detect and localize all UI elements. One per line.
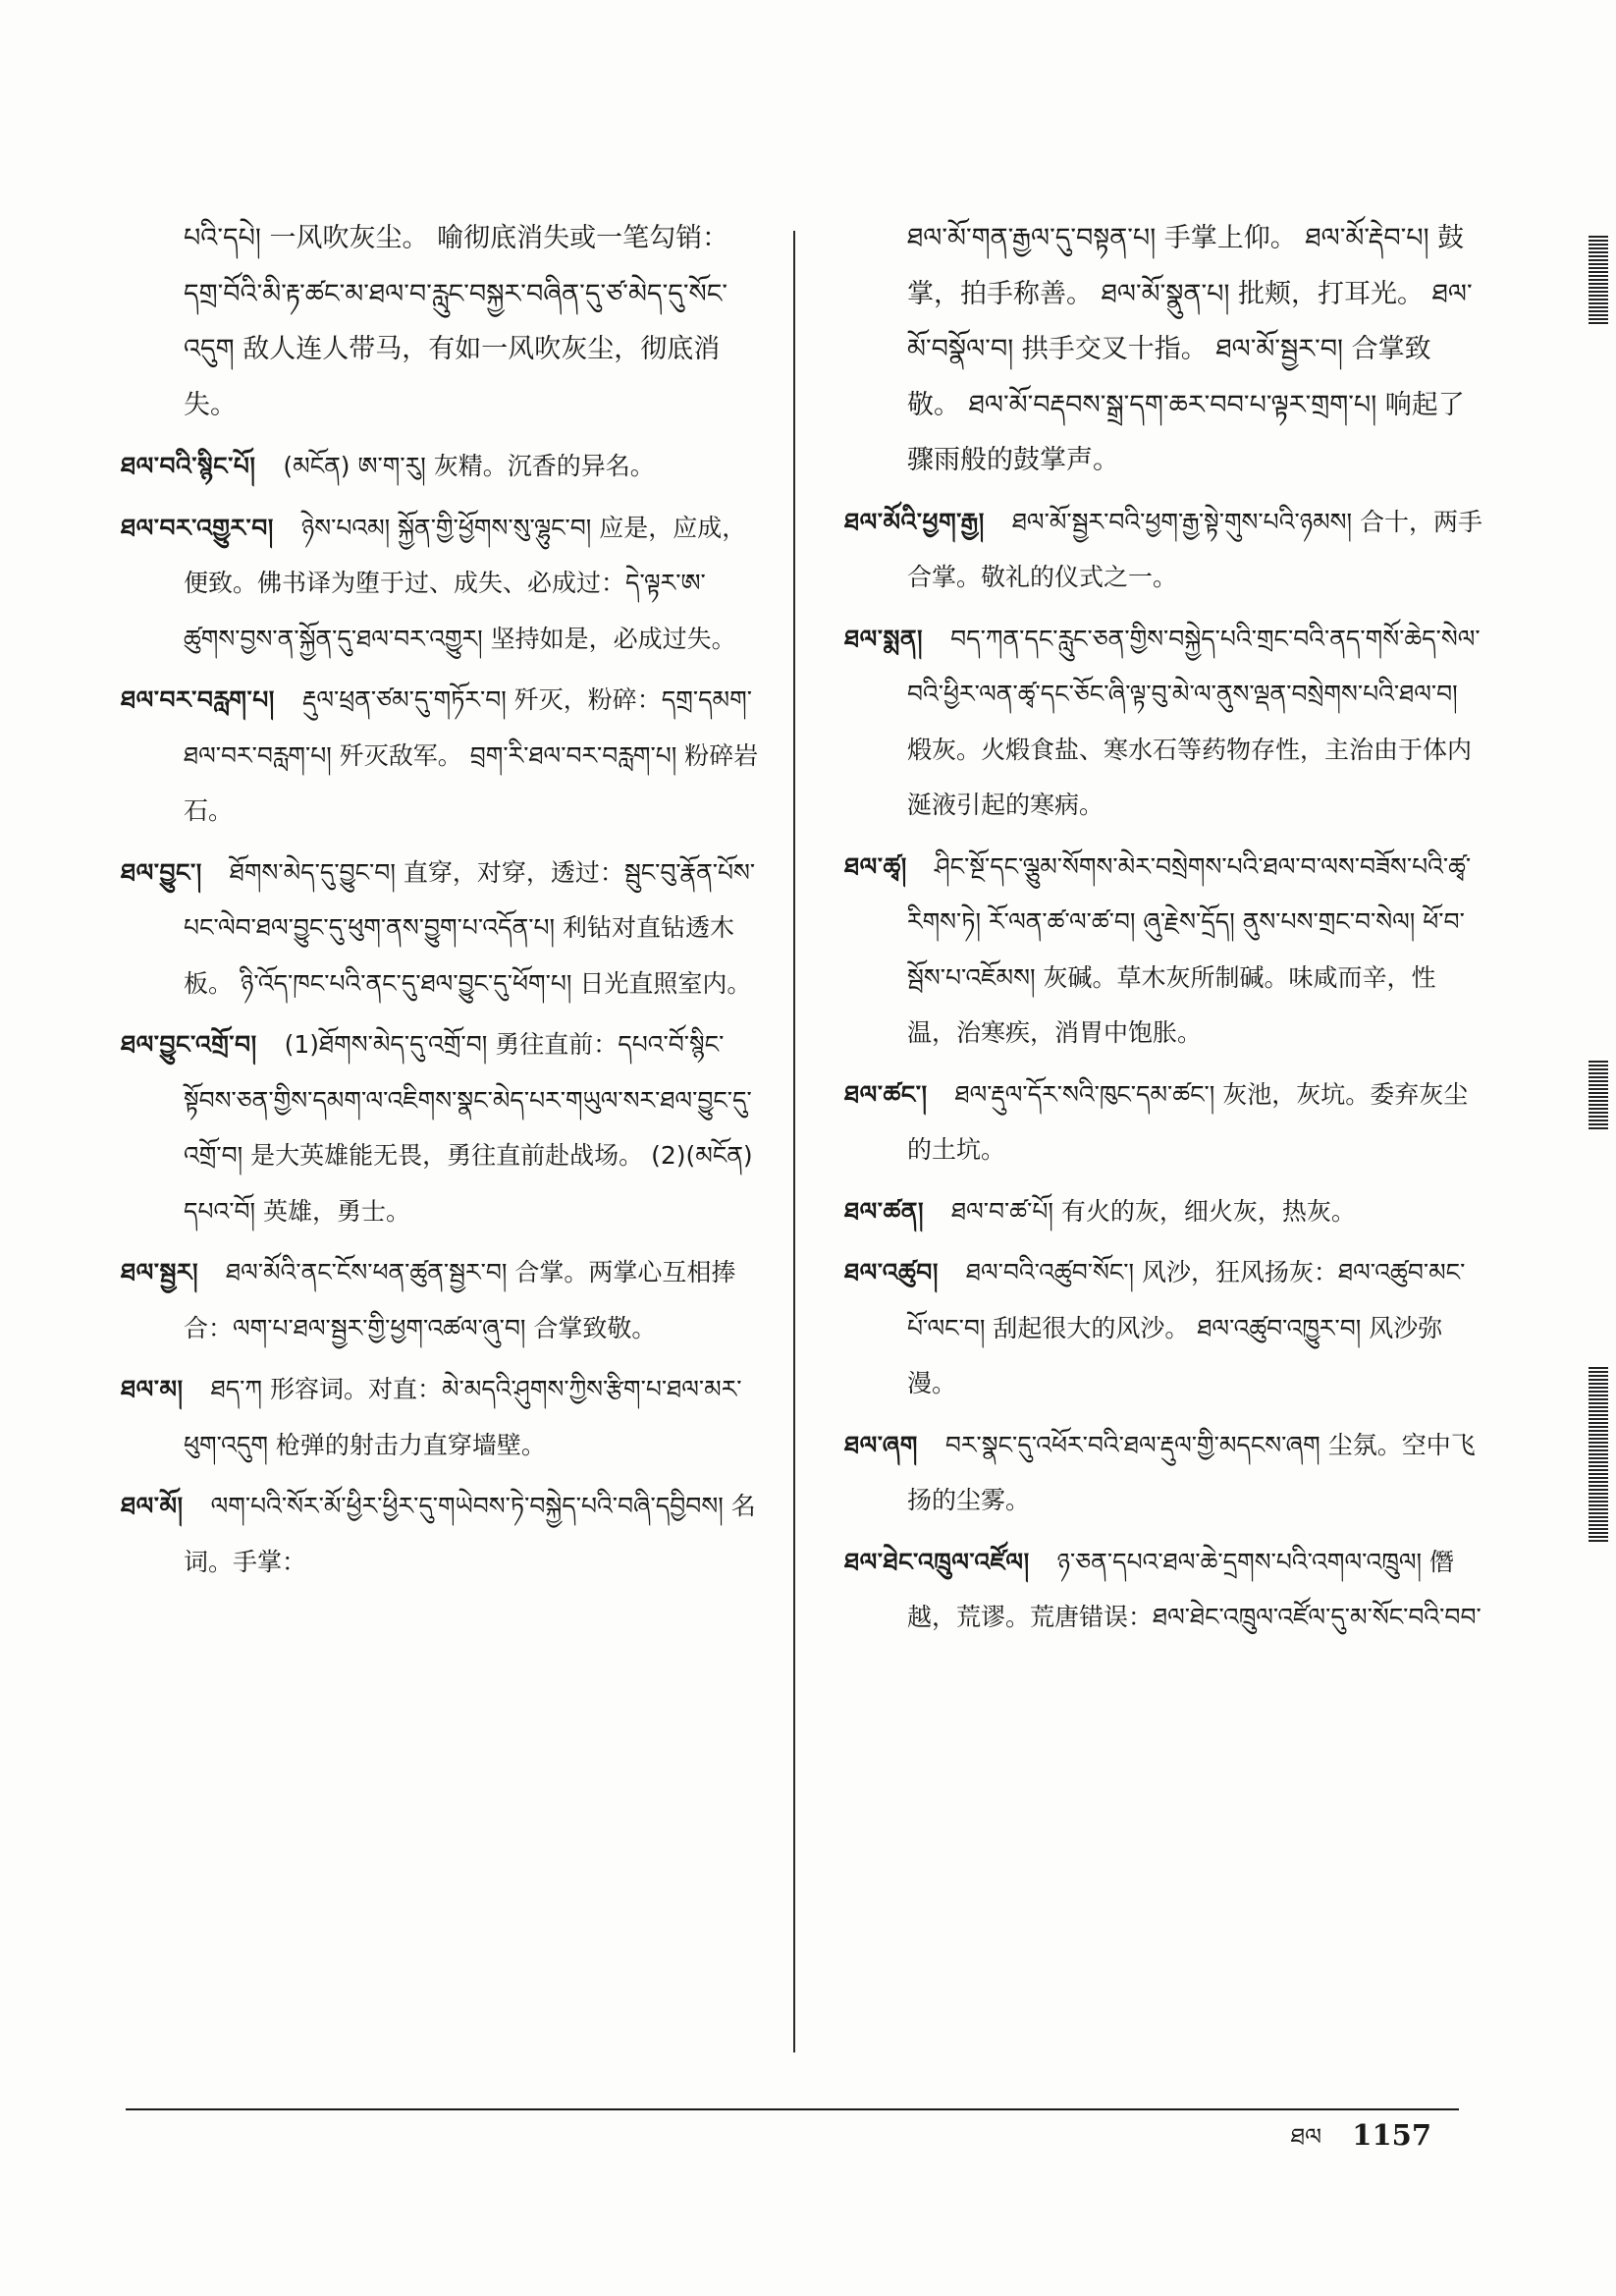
dictionary-entry bbox=[844, 1067, 1482, 1178]
dictionary-entry bbox=[844, 1245, 1482, 1412]
dictionary-entry bbox=[121, 501, 759, 668]
entry-text: པའི་དཔེ། 一风吹灰尘。 喻彻底消失或一笔勾销：དགྲ་བོའི་མི་རྟ་ཚང་མ་ཐལ་བ་རླུང་བསྐྱར་བཞིན་དུ་ཙ་མེད་དུ་སོང་འདུག 敌人连人带马，有如一风吹灰尘，彻底消失。 bbox=[184, 223, 729, 420]
entry-definition: ཐལ་མོ་སྦྱར་བའི་ཕྱག་རྒྱ་སྟེ་གུས་པའི་ཉམས། 合十，两手合掌。敬礼的仪式之一。 bbox=[907, 507, 1483, 591]
dictionary-entry bbox=[121, 1245, 759, 1356]
right-column bbox=[844, 211, 1482, 1652]
page-footer bbox=[1291, 2111, 1431, 2177]
dictionary-entry bbox=[844, 1184, 1482, 1240]
entry-headword: ཐལ་བྱུང་། bbox=[121, 857, 202, 887]
dictionary-entry bbox=[844, 1418, 1482, 1529]
entry-headword: ཐལ་མོ། bbox=[121, 1492, 184, 1520]
entry-headword: ཐལ་སྦྱར། bbox=[121, 1258, 199, 1286]
entry-headword: ཐལ་འཚུབ། bbox=[844, 1258, 939, 1286]
entry-definition: ཐལ་བ་ཚ་པོ། 有火的灰，细火灰，热灰。 bbox=[951, 1196, 1356, 1226]
page-edge-marks bbox=[1587, 59, 1616, 2249]
running-header-word: ཐལ bbox=[1290, 2123, 1322, 2151]
entry-headword: ཐལ་བའི་སྙིང་པོ། bbox=[121, 452, 256, 480]
entry-definition: (1)ཐོགས་མེད་དུ་འགྲོ་བ། 勇往直前：དཔའ་བོ་སྙིང་སྟོབས་ཅན་གྱིས་དམག་ལ་འཇིགས་སྣང་མེད་པར་གཡུལ་སར་ཐལ་བྱུང་དུ་འགྲོ་བ། 是大英雄能无畏，勇往直前赴战场。 (2)(མངོན) དཔའ་བོ། 英雄，勇士。 bbox=[184, 1030, 753, 1226]
dictionary-entry bbox=[121, 1362, 759, 1473]
footer-rule bbox=[126, 2108, 1459, 2110]
dictionary-entry bbox=[121, 673, 759, 840]
entry-continuation bbox=[121, 211, 759, 433]
entry-definition: རྡུལ་ཕྲན་ཙམ་དུ་གཏོར་བ། 歼灭，粉碎：དགྲ་དམག་ཐལ་བར་བརླག་པ། 歼灭敌军。 བྲག་རི་ཐལ་བར་བརླག་པ། 粉碎岩石。 bbox=[184, 685, 759, 825]
entry-definition: ཤིང་སྔོ་དང་ལྕུམ་སོགས་མེར་བསྲེགས་པའི་ཐལ་བ་ལས་བཟོས་པའི་ཚྭ་རིགས་ཏེ། རོ་ལན་ཚ་ལ་ཚ་བ། ཞུ་རྗེས་དྲོད། ནུས་པས་གྲང་བ་སེལ། ཕོ་བ་སྦོས་པ་འཇོམས། 灰碱。草木灰所制碱。味咸而辛，性温，治寒疾，消胃中饱胀。 bbox=[907, 851, 1472, 1047]
entry-definition: བད་ཀན་དང་རླུང་ཅན་གྱིས་བསྐྱེད་པའི་གྲང་བའི་ནད་གསོ་ཆེད་སེལ་བའི་ཕྱིར་ལན་ཚྭ་དང་ཅོང་ཞི་ལྟ་བུ་མེ་ལ་ནུས་ལྡན་བསྲེགས་པའི་ཐལ་བ། 煅灰。火煅食盐、寒水石等药物存性，主治由于体内涎液引起的寒病。 bbox=[907, 624, 1481, 819]
dictionary-entry bbox=[121, 846, 759, 1012]
dictionary-entry bbox=[844, 1535, 1482, 1646]
dictionary-entry bbox=[844, 495, 1482, 606]
entry-definition: (མངོན) ཨ་ག་རུ། 灰精。沉香的异名。 bbox=[283, 452, 655, 480]
entry-definition: ཐོགས་མེད་དུ་བྱུང་བ། 直穿，对穿，透过：སྦུང་བུ་རྣོན་པོས་པང་ལེབ་ཐལ་བྱུང་དུ་ཕུག་ནས་བྱུག་པ་འདོན་པ། 利钻对直钻透木板。 ཉི་འོད་ཁང་པའི་ནང་དུ་ཐལ་བྱུང་དུ་ཕོག་པ། 日光直照室内。 bbox=[184, 857, 756, 998]
entry-headword: ཐལ་ཚང་། bbox=[844, 1079, 928, 1109]
entry-headword: ཐལ་ཞག bbox=[844, 1430, 918, 1459]
entry-definition: ཐལ་བའི་འཚུབ་སོང་། 风沙，狂风扬灰：ཐལ་འཚུབ་མང་པོ་ལང་བ། 刮起很大的风沙。 ཐལ་འཚུབ་འཁྱུར་བ། 风沙弥漫。 bbox=[907, 1258, 1466, 1397]
dictionary-entry bbox=[121, 439, 759, 495]
entry-headword: ཐལ་ཚྭ། bbox=[844, 851, 907, 881]
dictionary-entry bbox=[121, 1017, 759, 1239]
entry-headword: ཐལ་མོའི་ཕྱག་རྒྱ། bbox=[844, 507, 985, 536]
dictionary-entry bbox=[844, 612, 1482, 834]
entry-definition: ལག་པའི་སོར་མོ་ཕྱིར་ཕྱིར་དུ་གཡེབས་ཏེ་བསྐྱེད་པའི་བཞི་དབྱིབས། 名词。手掌： bbox=[184, 1492, 756, 1576]
entry-continuation bbox=[844, 211, 1482, 489]
entry-definition: ཐལ་རྡུལ་དོར་སའི་ཁུང་དམ་ཚང་། 灰池，灰坑。委弃灰尘的土坑。 bbox=[907, 1079, 1469, 1164]
entry-headword: ཐལ་བར་འགྱུར་བ། bbox=[121, 513, 274, 542]
entry-text: ཐལ་མོ་གན་རྒྱལ་དུ་བསྟན་པ། 手掌上仰。 ཐལ་མོ་རྡེབ་པ། 鼓掌，拍手称善。 ཐལ་མོ་སྣུན་པ། 批颊，打耳光。 ཐལ་མོ་བསྣོལ་བ། 拱手交叉十指。 ཐལ་མོ་སྦྱར་བ། 合掌致敬。 ཐལ་མོ་བརྡབས་སྒྲ་དག་ཆར་བབ་པ་ལྟར་གྲག་པ། 响起了骤雨般的鼓掌声。 bbox=[907, 223, 1473, 475]
entry-headword: ཐལ་ཚན། bbox=[844, 1196, 925, 1226]
entry-headword: ཐལ་སྨན། bbox=[844, 624, 924, 653]
dictionary-entry bbox=[844, 840, 1482, 1062]
page-number: 1157 bbox=[1352, 2118, 1431, 2152]
entry-definition: ཐད་ཀ 形容词。对直：མེ་མདའི་ཤུགས་ཀྱིས་རྩིག་པ་ཐལ་མར་ཕུག་འདུག 枪弹的射击力直穿墙壁。 bbox=[184, 1375, 742, 1459]
column-divider bbox=[793, 231, 795, 2052]
entry-definition: ཉ་ཅན་དཔའ་ཐལ་ཆེ་དྲགས་པའི་འགལ་འཁྲུལ། 僭越，荒谬。荒唐错误：ཐལ་ཐེང་འཁྲུལ་འཛོལ་དུ་མ་སོང་བའི་བབ་ bbox=[907, 1547, 1481, 1631]
entry-headword: ཐལ་མ། bbox=[121, 1375, 184, 1403]
entry-definition: བར་སྣང་དུ་འཕོར་བའི་ཐལ་རྡུལ་གྱི་མདངས་ཞག 尘氛。空中飞扬的尘雾。 bbox=[907, 1430, 1476, 1514]
entry-definition: ཉེས་པའམ། སྐྱོན་གྱི་ཕྱོགས་སུ་ལྷུང་བ། 应是，应成，便致。佛书译为堕于过、成失、必成过：དེ་ལྟར་ཨ་ཚུགས་བྱས་ན་སྐྱོན་དུ་ཐལ་བར་འགྱུར། 坚持如是，必成过失。 bbox=[184, 513, 747, 653]
dictionary-entry bbox=[121, 1479, 759, 1590]
entry-headword: ཐལ་བར་བརླག་པ། bbox=[121, 685, 275, 714]
entry-headword: ཐལ་ཐེང་འཁྲུལ་འཛོལ། bbox=[844, 1547, 1030, 1576]
entry-definition: ཐལ་མོའི་ནང་ངོས་ཕན་ཚུན་སྦྱར་བ། 合掌。两掌心互相捧合：ལག་པ་ཐལ་སྦྱར་གྱི་ཕྱག་འཚལ་ཞུ་བ། 合掌致敬。 bbox=[184, 1258, 736, 1342]
entry-headword: ཐལ་བྱུང་འགྲོ་བ། bbox=[121, 1030, 257, 1059]
left-column bbox=[121, 211, 759, 1596]
